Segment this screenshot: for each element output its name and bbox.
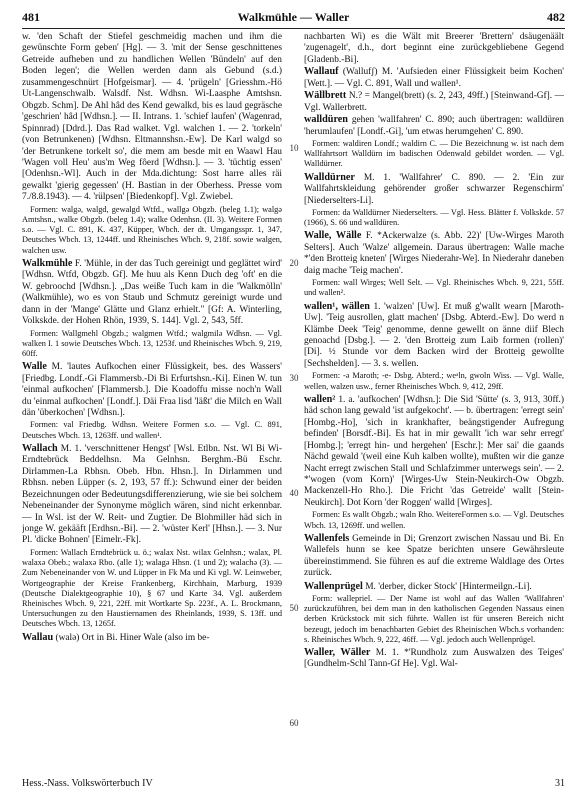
entry-note: Formen: Es wallt Obgzb.; waln Rho. WeitereFormen s.o. — Vgl. Deutsches Wbch. 13, 1269ff. und wellen. [304,510,564,530]
footer-book-title: Hess.-Nass. Volkswörterbuch IV [22,778,153,789]
dictionary-entry: Wallauf (Wallufʃ) M. 'Aufsieden einer Flüssigkeit beim Kochen' [Wett.]. — Vgl. C. 891, Wall und wallen¹. [304,66,564,89]
line-number: 30 [289,373,299,383]
running-header [22,10,565,28]
page-number-right: 482 [547,10,565,24]
entry-note: Formen: waldiren Londf.; waldirn C. — Die Bezeichnung w. ist nach dem Wallfahrtsort Walldürn im badischen Odenwald gebildet worden. — Vgl. Walldürner. [304,139,564,169]
headword: Wallau [22,631,54,643]
entry-note: Formen: Wallach Erndtebrück u. ö.; walax Nst. wilax Gelnhsn.; walax, Pl. walaxə Obeb.; walaxə Rbo. (alle 1); walagə Hhsn. (1 und 2); walachə (3). — Zum Nebeneinander von W. und Lüpper in Fk Ma und Ki vgl. W. Leinweber, Wortgeographie der Kreise Frankenberg, Kirchhain, Marburg, 1939 (Deutsche Dialektgeographie 10), § 67 und Karte 34. Vgl. außerdem Rheinisches Wbch. 9, 221, 22ff. mit Wortkarte Sp. 223f., A. L. Brockmann, Untersuchungen zu den Haustiernamen des Rheinlands, 1939, S. 13ff. und Deutsches Wbch. 13, 1265f. [22,547,282,629]
entry-note: Formen: walgə, walgd, gewalgd Wtfd., wallgə Obgzb. (beleg 1.1); walgə Amtshsn., walke Obgzb. (beleg 1.4); walke Odenhsn. (II. 3). Weitere Formen s.o. — Vgl. C. 891, K. 437, Küpper, Wbch. der dt. Umgangsspr. 1, 347, Deutsches Wbch. 13, 1244ff. und Rheinisches Wbch. 9, 218f. sowie walgen, walchen usw. [22,204,282,255]
headword: Wallach [22,442,58,454]
dictionary-entry [22,32,282,204]
entry-note: Formen: -ə Maroth; -e- Dsbg. Abterd.; weᵃln, gwoln Wiss. — Vgl. Walle, wellen, walzen usw., ferner Rheinisches Wbch. 9, 412, 29ff. [304,371,564,391]
entry-note: Formen: da Walldürner Niederselters. — Vgl. Hess. Blätter f. Volkskde. 57 (1966), S. 66 und walldüren. [304,208,564,228]
line-number: 40 [289,488,299,498]
dictionary-entry: Wallenfels Gemeinde in Di; Grenzort zwischen Nassau und Bi. En Wallefels hunn se kee Spatze berichten unsere Gewährsleute übereinstimmend. Sie führen es auf die extreme Waldlage des Ortes zurück. [304,532,564,579]
right-column [304,32,564,770]
headword: Wallauf [304,66,339,78]
entry-body: nachbarten Wi) es die Wält mit Breerer 'Brettern' dsäugenäält 'zugenagelt', d.h., dort beginnt eine zurückgebliebene Gegend [Gladenb.-Bi]. [304,32,564,65]
dictionary-entry: Walle, Wälle F. *Ackerwalze (s. Abb. 22)' [Uw-Wirges Maroth Selters]. Auch 'Walze' allgemein. Daraus übertragen: Walle mache *'den Brotteig kneten' [Wirges Niederahr-We]. In Niederahr daneben daig mache 'Teig machen'. [304,230,564,276]
dictionary-entry: Wallach M. 1. 'verschnittener Hengst' [Wsl. Etlbn. Nst. Wl Bi Wi-Erndtebrück Beddelhsn. Ma Gelnhsn. Berghm.-Bü Eschr. Dirlammen-La Rbhsn. Obeb. Hbn. Hhsn.]. In Dirlammen und Rbhsn. neben Lüpper (s. 2, 193, 57 ff.): Schwund einer der beiden Bezeichnungen oder Bedeutungsdifferenzierung, wie sie bei solchem Nebeneinander der Synonyme möglich wären, sind nicht erkennbar. — In Wsl. ist der W. Reit- und Zugtier. De Blohmiller häd sich in jonge W. gekääft [Erdhsn.-Bi]. — 2. 'wüster Kerl' [Hhsn.]. — 3. Nur Pl. 'dicke Bohnen' [Eimelr.-Fk]. [22,442,282,546]
headword: Wallenfels [304,532,350,544]
entry-note: Formen: wall Wirges; Well Selt. — Vgl. Rheinisches Wbch. 9, 221, 55ff. und wallen². [304,278,564,298]
headword: walldüren [304,114,348,126]
line-number: 20 [289,258,299,268]
dictionary-entry: Walle M. 'lautes Aufkochen einer Flüssigkeit, bes. des Wassers' [Friedbg. Londf.-Gi Flammersb.-Di Bi Erfurtshsn.-Ki]. Einen W. tun 'einmal aufkochen' [Flammersb.]. Die Koadoffu misse noch'n Wall du 'einmal aufkochen' [Londf.]. Däi Fraa lisd 'läßt' die Milch en Wall dän 'überkochen' [Wdhsn.]. [22,361,282,418]
header-rule [22,28,565,29]
line-number: 10 [289,143,299,153]
headword: Walle, Wälle [304,230,362,242]
dictionary-entry: Walldürner M. 1. 'Wallfahrer' C. 890. — 2. 'Ein zur Wallfahrtskleidung gehörender großer schwarzer Regenschirm' [Niederselters-Li]. [304,171,564,206]
entry-note: Form: wallepriel. — Der Name ist wohl auf das Wallen 'Wallfahren' zurückzuführen, bei dem man in den katholischen Gegenden Nassaus einen derben Krückstock mit sich führte. Wallen ist für unseren Bereich nicht bezeugt, jedoch im benachbarten Gebiet des Rheinischen Wbch.s vorhanden: s. Rheinisches Wbch. 9, 222, 46ff. — Vgl. jedoch auch Wellenprügel. [304,594,564,644]
dictionary-entry: walldüren gehen 'wallfahren' C. 890; auch übertragen: walldüren 'herumlaufen' [Londf.-Gi], 'um etwas herumgehen' C. 890. [304,114,564,137]
line-number: 50 [289,603,299,613]
headword: Wallenprügel [304,580,363,592]
entry-note: Formen: val Friedbg. Wdhsn. Weitere Formen s.o. — Vgl. C. 891, Deutsches Wbch. 13, 1263ff. und wallen¹. [22,420,282,440]
headword: Waller, Wäller [304,647,371,659]
dictionary-entry: wallen² 1. a. 'aufkochen' [Wdhsn.]: Die Sid 'Sütte' (s. 3, 913, 30ff.) häd schon lang gewald 'ist aufgekocht'. — b. übertragen: 'erregt sein' [Hombg.-Ho], 'sich in krankhafter, beängstigender Aufregung befinden' [Borsdf.-Bi]. Es hat in mir gewallt 'ich war sehr erregt' [Hombg.]; 'erregt hin- und hergehen' [Eschr.]: Mer sai' die gaands Nächd gewald '(weil eine Kuh kalben wollte), mußten wir die ganze Nacht erregt zwischen Stall und Schlafzimmer unterwegs sein'. — 2. *'wogen (vom Korn)' [Wirges-Uw Stein-Neukirch-Ow Obgzb. Mackenzell-Ho Rho.]. Die Fricht 'das Getreide' wallt [Stein-Neukirch]. Dot Korn 'der Roggen' walld [Wirges]. [304,393,564,508]
headword: Walkmühle [22,257,73,269]
headword: wallen² [304,393,336,405]
headword: Walle [22,361,47,373]
left-column [22,32,282,770]
line-number: 60 [289,718,299,728]
running-title: Walkmühle — Waller [237,10,350,24]
dictionary-entry: Walkmühle F. 'Mühle, in der das Tuch gereinigt und geglättet wird' [Wdhsn. Wtfd, Obgzb. Gf]. Me huu als Kenn Duch deg 'oft' en die W. gebroochd [Wdhsn.]. „Das weiße Tuch kam in die 'Walkmölln' (Walkmühle), wo es von Staub und Schmutz gereinigt wurde und dann in der 'Mange' Glätte und Glanz erhielt." [Gf: A. Winterling, Volkskde. der Hohen Rhön, 1939, S. 144]. Vgl. 2, 543, 5ff. [22,257,282,327]
headword: Wällbrett [304,90,347,102]
dictionary-entry: Wällbrett N.? = Mangel(brett) (s. 2, 243, 49ff.) [Steinwand-Gf]. — Vgl. Wallerbrett. [304,90,564,113]
dictionary-entry: Wallenprügel M. 'derber, dicker Stock' [Hintermeilgn.-Li]. [304,580,532,592]
entry-body: w. 'den Schaft der Stiefel geschmeidig machen und ihm die gewünschte Form geben' [Hg]. — 3. 'mit der Sense geschnittenes Getreide aufheben und zu handlichen Wellen 'Bündeln' auf den Boden legen'; die Wellen werden dann als Gebund (s.d.) zusammengeschnürt [Hofgeismar]. — 4. 'prügeln' [Griesshm.-Hö Ut-Langenschwalb. Walsdf. Nst. Wdhsn. Wi-Laasphe Amtshsn. Obgzb. Schm]. De Ahl hâd des Kend gewalkd, bis es laud gegräsche 'geschrien' hâd [Wdhsn.]. — II. Intrans. 1. 'schief laufen' (Wagenrad, Spinnrad) [Ddrd.]. Das Rad walket. Vgl. walchen 1. — 2. 'torkeln' (von Betrunkenen) [Wdhsn. Eltmannshsn.-Ew]. De Karl walgd so 'der Betrunkene torkelt so', die mem am besde mit en Waawl Hau 'Wagen voll Heu' aus'm Weg fôerd [Wdhsn.]. — 3. 'tüchtig essen' [Odenhsn.-Wl]. Auch in der Mda.dichtung: Sost harre alles räi gewalkt 'gierig gegessen' (H. Bastian in der Oberhess. Presse vom 7./8.8.1943). — 4. 'rülpsen' [Biedenkopf]. Vgl. Zwiebel. [22,32,282,203]
headword: Walldürner [304,171,355,183]
dictionary-entry: wallen¹, wällen 1. 'walzen' [Uw]. Et muß g'wallt wearn [Maroth-Uw]. 'Teig ausrollen, glatt machen' [Dsbg. Abterd.-Ew]. Do werd n Klämbe Deek 'Teig' genomme, denne gewellt on änne diif Blech genoachd [Dsbg.]. — 2. 'den Brotteig zum Laib formen (rollen)' [Di]. ½ Stunde vor dem Backen wird der Brotteig gewollte [Sechshelden]. — 3. s. wellen. [304,300,564,369]
footer-sheet-number: 31 [555,778,565,789]
page-number-left: 481 [22,10,40,24]
dictionary-entry [304,32,564,66]
dictionary-entry: Wallau (walə) Ort in Bi. Hiner Wale (also im be- [22,631,210,643]
entry-note: Formen: Wallgmehl Obgzb.; walgmen Wtfd.; walgmilə Wdhsn. — Vgl. walken I. 1 sowie Deutsches Wbch. 13, 1253f. und Rheinisches Wbch. 9, 219, 60ff. [22,328,282,358]
dictionary-entry: Waller, Wäller M. 1. *'Rundholz zum Auswalzen des Teiges' [Gundhelm-Schl Tann-Gf He]. Vgl. Wal- [304,647,564,670]
headword: wallen¹, wällen [304,300,370,312]
